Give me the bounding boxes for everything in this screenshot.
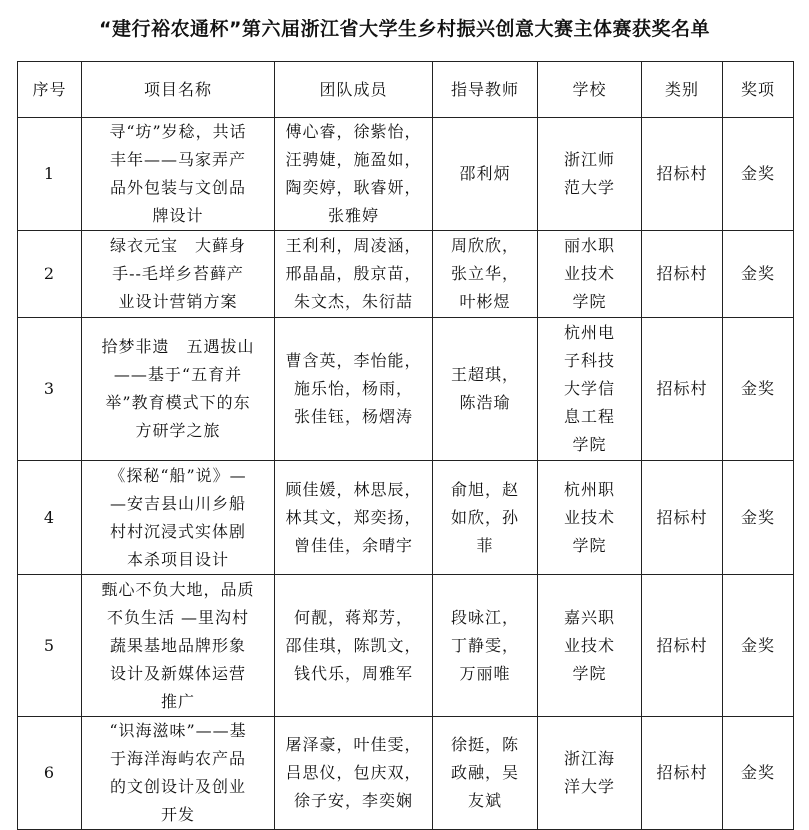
project-line: 举”教育模式下的东 — [105, 393, 251, 412]
cell-seq: 3 — [18, 318, 82, 461]
team-line: 王利利，周凌涵， — [285, 236, 422, 255]
team-line: 汪骋婕，施盈如， — [285, 150, 422, 169]
cell-project — [82, 231, 275, 318]
advisor-line: 俞旭，赵 — [450, 479, 519, 499]
cell-category: 招标村 — [642, 717, 723, 830]
team-line: 屠泽豪，叶佳雯， — [285, 735, 422, 754]
project-line: 品外包装与文创品 — [109, 178, 246, 197]
cell-seq: 2 — [18, 231, 82, 318]
cell-seq: 5 — [18, 575, 82, 717]
cell-project — [82, 118, 275, 231]
school-line: 息工程 — [563, 407, 615, 426]
cell-award: 金奖 — [723, 231, 794, 318]
school-line: 丽水职 — [563, 236, 615, 255]
advisor-line: 周欣欣， — [450, 236, 519, 255]
cell-school — [538, 575, 642, 717]
project-line: “识海滋味”——基 — [109, 721, 247, 740]
school-line: 浙江师 — [563, 150, 615, 169]
project-line: 甄心不负大地，品质 — [101, 579, 255, 599]
cell-team — [275, 231, 433, 318]
cell-category: 招标村 — [642, 318, 723, 461]
award-table — [17, 61, 794, 830]
advisor-line: 叶彬煜 — [459, 292, 511, 311]
cell-school — [538, 118, 642, 231]
cell-project — [82, 461, 275, 575]
cell-advisor — [433, 231, 538, 318]
school-line: 学院 — [572, 435, 607, 454]
project-line: 《探秘“船”说》— — [109, 465, 247, 485]
cell-seq: 1 — [18, 118, 82, 231]
project-line: 手--毛垟乡苔藓产 — [112, 264, 244, 283]
header-category: 类别 — [642, 62, 723, 118]
team-line: 张雅婷 — [327, 206, 379, 225]
table-row — [18, 318, 794, 461]
team-line: 陶奕婷，耿睿妍， — [285, 178, 422, 197]
team-line: 钱代乐，周雅军 — [293, 663, 413, 683]
cell-award: 金奖 — [723, 461, 794, 575]
cell-school — [538, 318, 642, 461]
team-line: 傅心睿，徐紫怡， — [285, 122, 422, 141]
project-line: 业设计营销方案 — [118, 292, 238, 311]
header-team: 团队成员 — [275, 62, 433, 118]
cell-award: 金奖 — [723, 717, 794, 830]
cell-award: 金奖 — [723, 575, 794, 717]
header-award: 奖项 — [723, 62, 794, 118]
advisor-line: 菲 — [476, 535, 494, 555]
school-line: 业技术 — [563, 264, 615, 283]
school-line: 业技术 — [563, 507, 615, 527]
cell-seq: 4 — [18, 461, 82, 575]
advisor-line: 万丽唯 — [459, 663, 511, 683]
advisor-line: 邵利炳 — [459, 164, 511, 183]
project-line: 蔬果基地品牌形象 — [109, 635, 246, 655]
document-title: “建行裕农通杯”第六届浙江省大学生乡村振兴创意大赛主体赛获奖名单 — [99, 18, 710, 40]
team-line: 曹含英，李怡能， — [285, 351, 422, 370]
advisor-line: 张立华， — [450, 264, 519, 283]
school-line: 业技术 — [563, 635, 615, 655]
advisor-line: 徐挺，陈 — [450, 735, 519, 754]
project-line: 方研学之旅 — [135, 421, 221, 440]
school-line: 子科技 — [563, 351, 615, 370]
project-line: 拾梦非遗 五遇拔山 — [101, 337, 255, 356]
cell-advisor — [433, 461, 538, 575]
header-school: 学校 — [538, 62, 642, 118]
cell-team — [275, 575, 433, 717]
project-line: —安吉县山川乡船 — [109, 493, 246, 513]
cell-project — [82, 318, 275, 461]
school-line: 杭州电 — [563, 323, 615, 342]
school-line: 洋大学 — [563, 777, 615, 796]
cell-category: 招标村 — [642, 575, 723, 717]
cell-team — [275, 118, 433, 231]
cell-project — [82, 575, 275, 717]
team-line: 林其文，郑奕扬， — [285, 507, 422, 527]
team-line: 邵佳琪，陈凯文， — [285, 635, 422, 655]
project-line: ——基于“五育并 — [113, 365, 243, 384]
school-line: 大学信 — [563, 379, 615, 398]
school-line: 学院 — [572, 663, 607, 683]
project-line: 牌设计 — [152, 206, 204, 225]
advisor-line: 段咏江， — [450, 607, 519, 627]
project-line: 丰年——马家弄产 — [109, 150, 246, 169]
project-line: 本杀项目设计 — [126, 549, 229, 569]
project-line: 推广 — [160, 691, 195, 711]
cell-category: 招标村 — [642, 461, 723, 575]
table-row — [18, 231, 794, 318]
school-line: 范大学 — [563, 178, 615, 197]
cell-team — [275, 318, 433, 461]
team-line: 朱文杰，朱衍喆 — [293, 292, 413, 311]
cell-school — [538, 717, 642, 830]
cell-school — [538, 461, 642, 575]
project-line: 寻“坊”岁稔，共话 — [109, 122, 247, 141]
project-line: 于海洋海屿农产品 — [109, 749, 246, 768]
table-row — [18, 575, 794, 717]
advisor-line: 王超琪， — [450, 365, 519, 384]
advisor-line: 友斌 — [467, 791, 502, 810]
cell-category: 招标村 — [642, 231, 723, 318]
cell-advisor — [433, 575, 538, 717]
cell-project — [82, 717, 275, 830]
team-line: 吕思仪，包庆双， — [285, 763, 422, 782]
table-row — [18, 461, 794, 575]
school-line: 浙江海 — [563, 749, 615, 768]
advisor-line: 政融，吴 — [450, 763, 519, 782]
school-line: 学院 — [572, 535, 607, 555]
cell-category: 招标村 — [642, 118, 723, 231]
team-line: 张佳钰，杨熠涛 — [293, 407, 413, 426]
project-line: 设计及新媒体运营 — [109, 663, 246, 683]
team-line: 何靓，蒋郑芳， — [293, 607, 413, 627]
cell-team — [275, 717, 433, 830]
cell-advisor — [433, 717, 538, 830]
team-line: 徐子安，李奕娴 — [293, 791, 413, 810]
header-seq: 序号 — [18, 62, 82, 118]
school-line: 杭州职 — [563, 479, 615, 499]
cell-team — [275, 461, 433, 575]
header-advisor: 指导教师 — [433, 62, 538, 118]
advisor-line: 丁静雯， — [450, 635, 519, 655]
header-row — [18, 62, 794, 118]
team-line: 施乐怡，杨雨， — [293, 379, 413, 398]
advisor-line: 陈浩瑜 — [459, 393, 511, 412]
school-line: 嘉兴职 — [563, 607, 615, 627]
team-line: 顾佳媛，林思辰， — [285, 479, 422, 499]
advisor-line: 如欣，孙 — [450, 507, 519, 527]
school-line: 学院 — [572, 292, 607, 311]
table-row — [18, 118, 794, 231]
project-line: 村村沉浸式实体剧 — [109, 521, 246, 541]
team-line: 曾佳佳，余晴宇 — [293, 535, 413, 555]
team-line: 邢晶晶，殷京苗， — [285, 264, 422, 283]
cell-school — [538, 231, 642, 318]
project-line: 开发 — [160, 805, 195, 824]
header-project: 项目名称 — [82, 62, 275, 118]
project-line: 不负生活 —里沟村 — [106, 607, 250, 627]
cell-seq: 6 — [18, 717, 82, 830]
cell-award: 金奖 — [723, 318, 794, 461]
project-line: 的文创设计及创业 — [109, 777, 246, 796]
cell-advisor — [433, 118, 538, 231]
table-row — [18, 717, 794, 830]
cell-advisor — [433, 318, 538, 461]
project-line: 绿衣元宝 大藓身 — [109, 236, 246, 255]
cell-award: 金奖 — [723, 118, 794, 231]
